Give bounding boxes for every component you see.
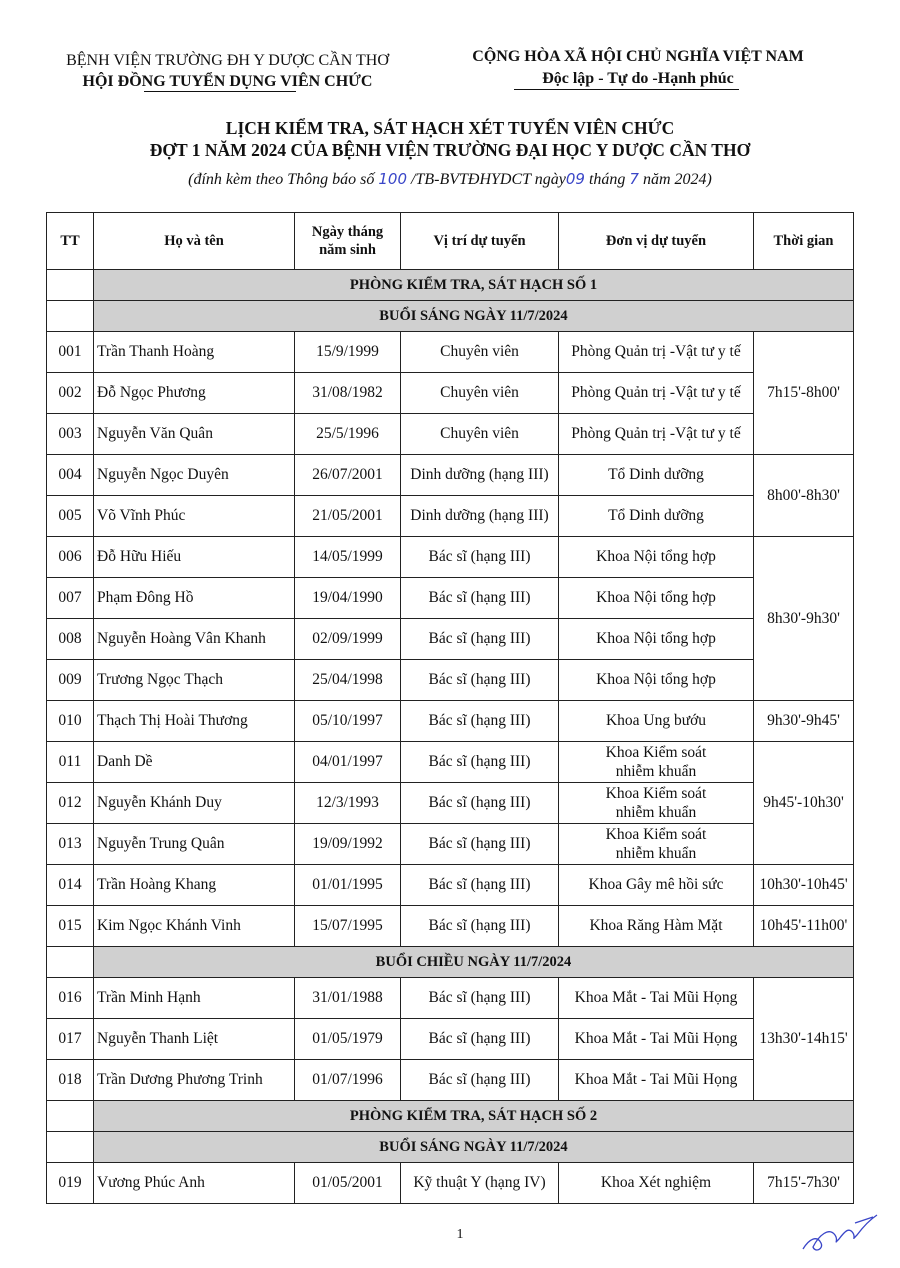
table-row xyxy=(47,865,854,906)
nation-motto: Độc lập - Tự do -Hạnh phúc xyxy=(542,70,734,87)
cell-tt: 005 xyxy=(47,496,94,537)
header-time: Thời gian xyxy=(754,213,854,270)
subtitle-part: năm 2024) xyxy=(638,171,712,188)
table-row xyxy=(47,906,854,947)
cell-name: Trần Hoàng Khang xyxy=(94,865,295,906)
section-row xyxy=(47,1101,854,1132)
cell-tt: 016 xyxy=(47,978,94,1019)
section-row xyxy=(47,1132,854,1163)
cell-tt: 013 xyxy=(47,824,94,865)
table-row xyxy=(47,701,854,742)
cell-time: 8h30'-9h30' xyxy=(754,537,854,701)
cell-tt: 007 xyxy=(47,578,94,619)
cell-unit: Khoa Xét nghiệm xyxy=(559,1163,754,1204)
table-row xyxy=(47,1019,854,1060)
cell-name: Phạm Đông Hồ xyxy=(94,578,295,619)
cell-position: Bác sĩ (hạng III) xyxy=(401,537,559,578)
section-row xyxy=(47,301,854,332)
cell-position: Bác sĩ (hạng III) xyxy=(401,1019,559,1060)
section-room-1: PHÒNG KIỂM TRA, SÁT HẠCH SỐ 1 xyxy=(94,270,854,301)
cell-unit: Khoa Nội tổng hợp xyxy=(559,578,754,619)
cell-position: Dinh dưỡng (hạng III) xyxy=(401,455,559,496)
cell-time: 8h00'-8h30' xyxy=(754,455,854,537)
title-line-2: ĐỢT 1 NĂM 2024 CỦA BỆNH VIỆN TRƯỜNG ĐẠI HỌC Y DƯỢC CẦN THƠ xyxy=(149,140,751,160)
schedule-table xyxy=(46,212,854,1204)
cell-position: Bác sĩ (hạng III) xyxy=(401,619,559,660)
page-number: 1 xyxy=(456,1227,464,1242)
cell-time: 7h15'-8h00' xyxy=(754,332,854,455)
cell-name: Vương Phúc Anh xyxy=(94,1163,295,1204)
cell-dob: 15/07/1995 xyxy=(295,906,401,947)
cell-tt: 018 xyxy=(47,1060,94,1101)
cell-name: Nguyễn Văn Quân xyxy=(94,414,295,455)
document-subtitle xyxy=(40,170,860,189)
title-line-1: LỊCH KIỂM TRA, SÁT HẠCH XÉT TUYỂN VIÊN CHỨC xyxy=(225,118,675,138)
table-row xyxy=(47,537,854,578)
cell-unit xyxy=(559,742,754,783)
cell-unit: Phòng Quản trị -Vật tư y tế xyxy=(559,373,754,414)
document-title xyxy=(40,117,860,161)
cell-unit xyxy=(559,824,754,865)
cell-unit: Phòng Quản trị -Vật tư y tế xyxy=(559,332,754,373)
cell-name: Nguyễn Ngọc Duyên xyxy=(94,455,295,496)
table-row xyxy=(47,978,854,1019)
org-name: BỆNH VIỆN TRƯỜNG ĐH Y DƯỢC CẦN THƠ xyxy=(66,52,389,69)
cell-unit: Khoa Gây mê hồi sức xyxy=(559,865,754,906)
cell-dob: 12/3/1993 xyxy=(295,783,401,824)
cell-unit: Khoa Nội tổng hợp xyxy=(559,619,754,660)
motto-underline xyxy=(514,89,739,90)
cell-name: Nguyễn Trung Quân xyxy=(94,824,295,865)
header-name: Họ và tên xyxy=(94,213,295,270)
cell-name: Trần Thanh Hoàng xyxy=(94,332,295,373)
table-header-row xyxy=(47,213,854,270)
table-row xyxy=(47,332,854,373)
org-header xyxy=(30,50,425,92)
cell-tt: 012 xyxy=(47,783,94,824)
cell-name: Nguyễn Khánh Duy xyxy=(94,783,295,824)
unit-line-2: nhiễm khuẩn xyxy=(615,845,697,862)
section-spacer xyxy=(47,301,94,332)
cell-tt: 008 xyxy=(47,619,94,660)
cell-name: Nguyễn Thanh Liệt xyxy=(94,1019,295,1060)
cell-position: Bác sĩ (hạng III) xyxy=(401,701,559,742)
cell-unit: Khoa Nội tổng hợp xyxy=(559,537,754,578)
org-underline xyxy=(144,91,296,92)
cell-time: 9h30'-9h45' xyxy=(754,701,854,742)
cell-tt: 006 xyxy=(47,537,94,578)
table-row xyxy=(47,742,854,783)
cell-tt: 002 xyxy=(47,373,94,414)
table-row xyxy=(47,824,854,865)
cell-position: Bác sĩ (hạng III) xyxy=(401,783,559,824)
cell-time: 10h45'-11h00' xyxy=(754,906,854,947)
unit-line-1: Khoa Kiểm soát xyxy=(605,744,707,761)
cell-unit: Khoa Răng Hàm Mặt xyxy=(559,906,754,947)
cell-time: 10h30'-10h45' xyxy=(754,865,854,906)
header-unit: Đơn vị dự tuyển xyxy=(559,213,754,270)
cell-position: Chuyên viên xyxy=(401,373,559,414)
table-row xyxy=(47,1060,854,1101)
cell-dob: 31/01/1988 xyxy=(295,978,401,1019)
cell-tt: 010 xyxy=(47,701,94,742)
cell-dob: 01/07/1996 xyxy=(295,1060,401,1101)
cell-position: Bác sĩ (hạng III) xyxy=(401,978,559,1019)
cell-dob: 05/10/1997 xyxy=(295,701,401,742)
cell-unit: Khoa Ung bướu xyxy=(559,701,754,742)
cell-position: Bác sĩ (hạng III) xyxy=(401,742,559,783)
section-afternoon-1: BUỔI CHIỀU NGÀY 11/7/2024 xyxy=(94,947,854,978)
cell-name: Nguyễn Hoàng Vân Khanh xyxy=(94,619,295,660)
section-morning-2: BUỔI SÁNG NGÀY 11/7/2024 xyxy=(94,1132,854,1163)
cell-name: Kim Ngọc Khánh Vinh xyxy=(94,906,295,947)
nation-name: CỘNG HÒA XÃ HỘI CHỦ NGHĨA VIỆT NAM xyxy=(472,48,804,65)
cell-dob: 26/07/2001 xyxy=(295,455,401,496)
cell-unit: Tổ Dinh dưỡng xyxy=(559,496,754,537)
org-committee: HỘI ĐỒNG TUYỂN DỤNG VIÊN CHỨC xyxy=(82,73,373,90)
cell-tt: 004 xyxy=(47,455,94,496)
cell-tt: 014 xyxy=(47,865,94,906)
section-spacer xyxy=(47,1101,94,1132)
unit-line-1: Khoa Kiểm soát xyxy=(605,826,707,843)
section-spacer xyxy=(47,1132,94,1163)
table-row xyxy=(47,578,854,619)
subtitle-part: (đính kèm theo Thông báo số xyxy=(188,171,379,188)
cell-dob: 19/09/1992 xyxy=(295,824,401,865)
cell-position: Bác sĩ (hạng III) xyxy=(401,906,559,947)
cell-unit xyxy=(559,783,754,824)
section-row xyxy=(47,947,854,978)
cell-time: 13h30'-14h15' xyxy=(754,978,854,1101)
cell-name: Võ Vĩnh Phúc xyxy=(94,496,295,537)
cell-name: Trần Dương Phương Trinh xyxy=(94,1060,295,1101)
subtitle-part: /TB-BVTĐHYDCT ngày xyxy=(407,171,566,188)
unit-line-2: nhiễm khuẩn xyxy=(615,763,697,780)
section-room-2: PHÒNG KIỂM TRA, SÁT HẠCH SỐ 2 xyxy=(94,1101,854,1132)
cell-dob: 25/5/1996 xyxy=(295,414,401,455)
cell-position: Bác sĩ (hạng III) xyxy=(401,660,559,701)
cell-name: Thạch Thị Hoài Thương xyxy=(94,701,295,742)
cell-unit: Khoa Mắt - Tai Mũi Họng xyxy=(559,978,754,1019)
cell-tt: 019 xyxy=(47,1163,94,1204)
cell-position: Kỹ thuật Y (hạng IV) xyxy=(401,1163,559,1204)
section-morning-1: BUỔI SÁNG NGÀY 11/7/2024 xyxy=(94,301,854,332)
cell-dob: 14/05/1999 xyxy=(295,537,401,578)
cell-time: 7h15'-7h30' xyxy=(754,1163,854,1204)
cell-tt: 003 xyxy=(47,414,94,455)
header-tt: TT xyxy=(47,213,94,270)
table-row xyxy=(47,783,854,824)
cell-position: Chuyên viên xyxy=(401,332,559,373)
cell-tt: 011 xyxy=(47,742,94,783)
cell-tt: 017 xyxy=(47,1019,94,1060)
section-spacer xyxy=(47,270,94,301)
cell-dob: 01/01/1995 xyxy=(295,865,401,906)
cell-unit: Khoa Mắt - Tai Mũi Họng xyxy=(559,1019,754,1060)
cell-unit: Phòng Quản trị -Vật tư y tế xyxy=(559,414,754,455)
cell-dob: 15/9/1999 xyxy=(295,332,401,373)
cell-name: Đỗ Ngọc Phương xyxy=(94,373,295,414)
cell-name: Danh Dề xyxy=(94,742,295,783)
cell-unit: Tổ Dinh dưỡng xyxy=(559,455,754,496)
section-spacer xyxy=(47,947,94,978)
cell-unit: Khoa Nội tổng hợp xyxy=(559,660,754,701)
cell-tt: 009 xyxy=(47,660,94,701)
cell-unit: Khoa Mắt - Tai Mũi Họng xyxy=(559,1060,754,1101)
cell-name: Đỗ Hữu Hiếu xyxy=(94,537,295,578)
handwritten-month: 7 xyxy=(629,170,639,188)
cell-position: Bác sĩ (hạng III) xyxy=(401,578,559,619)
table-row xyxy=(47,373,854,414)
cell-dob: 31/08/1982 xyxy=(295,373,401,414)
cell-position: Chuyên viên xyxy=(401,414,559,455)
handwritten-number: 100 xyxy=(378,170,407,188)
header-position: Vị trí dự tuyển xyxy=(401,213,559,270)
table-row xyxy=(47,660,854,701)
cell-time: 9h45'-10h30' xyxy=(754,742,854,865)
table-row xyxy=(47,414,854,455)
cell-position: Dinh dưỡng (hạng III) xyxy=(401,496,559,537)
table-row xyxy=(47,496,854,537)
cell-name: Trương Ngọc Thạch xyxy=(94,660,295,701)
signature-icon xyxy=(795,1205,885,1260)
cell-tt: 015 xyxy=(47,906,94,947)
nation-header xyxy=(438,46,838,90)
subtitle-part: tháng xyxy=(584,171,630,188)
header-dob: Ngày tháng năm sinh xyxy=(295,213,401,270)
cell-dob: 25/04/1998 xyxy=(295,660,401,701)
table-row xyxy=(47,619,854,660)
unit-line-2: nhiễm khuẩn xyxy=(615,804,697,821)
cell-dob: 04/01/1997 xyxy=(295,742,401,783)
table-row xyxy=(47,1163,854,1204)
cell-position: Bác sĩ (hạng III) xyxy=(401,824,559,865)
cell-name: Trần Minh Hạnh xyxy=(94,978,295,1019)
cell-dob: 19/04/1990 xyxy=(295,578,401,619)
cell-tt: 001 xyxy=(47,332,94,373)
cell-dob: 02/09/1999 xyxy=(295,619,401,660)
cell-position: Bác sĩ (hạng III) xyxy=(401,865,559,906)
cell-dob: 01/05/1979 xyxy=(295,1019,401,1060)
unit-line-1: Khoa Kiểm soát xyxy=(605,785,707,802)
cell-dob: 01/05/2001 xyxy=(295,1163,401,1204)
handwritten-day: 09 xyxy=(565,170,585,188)
cell-dob: 21/05/2001 xyxy=(295,496,401,537)
cell-position: Bác sĩ (hạng III) xyxy=(401,1060,559,1101)
table-row xyxy=(47,455,854,496)
section-row xyxy=(47,270,854,301)
